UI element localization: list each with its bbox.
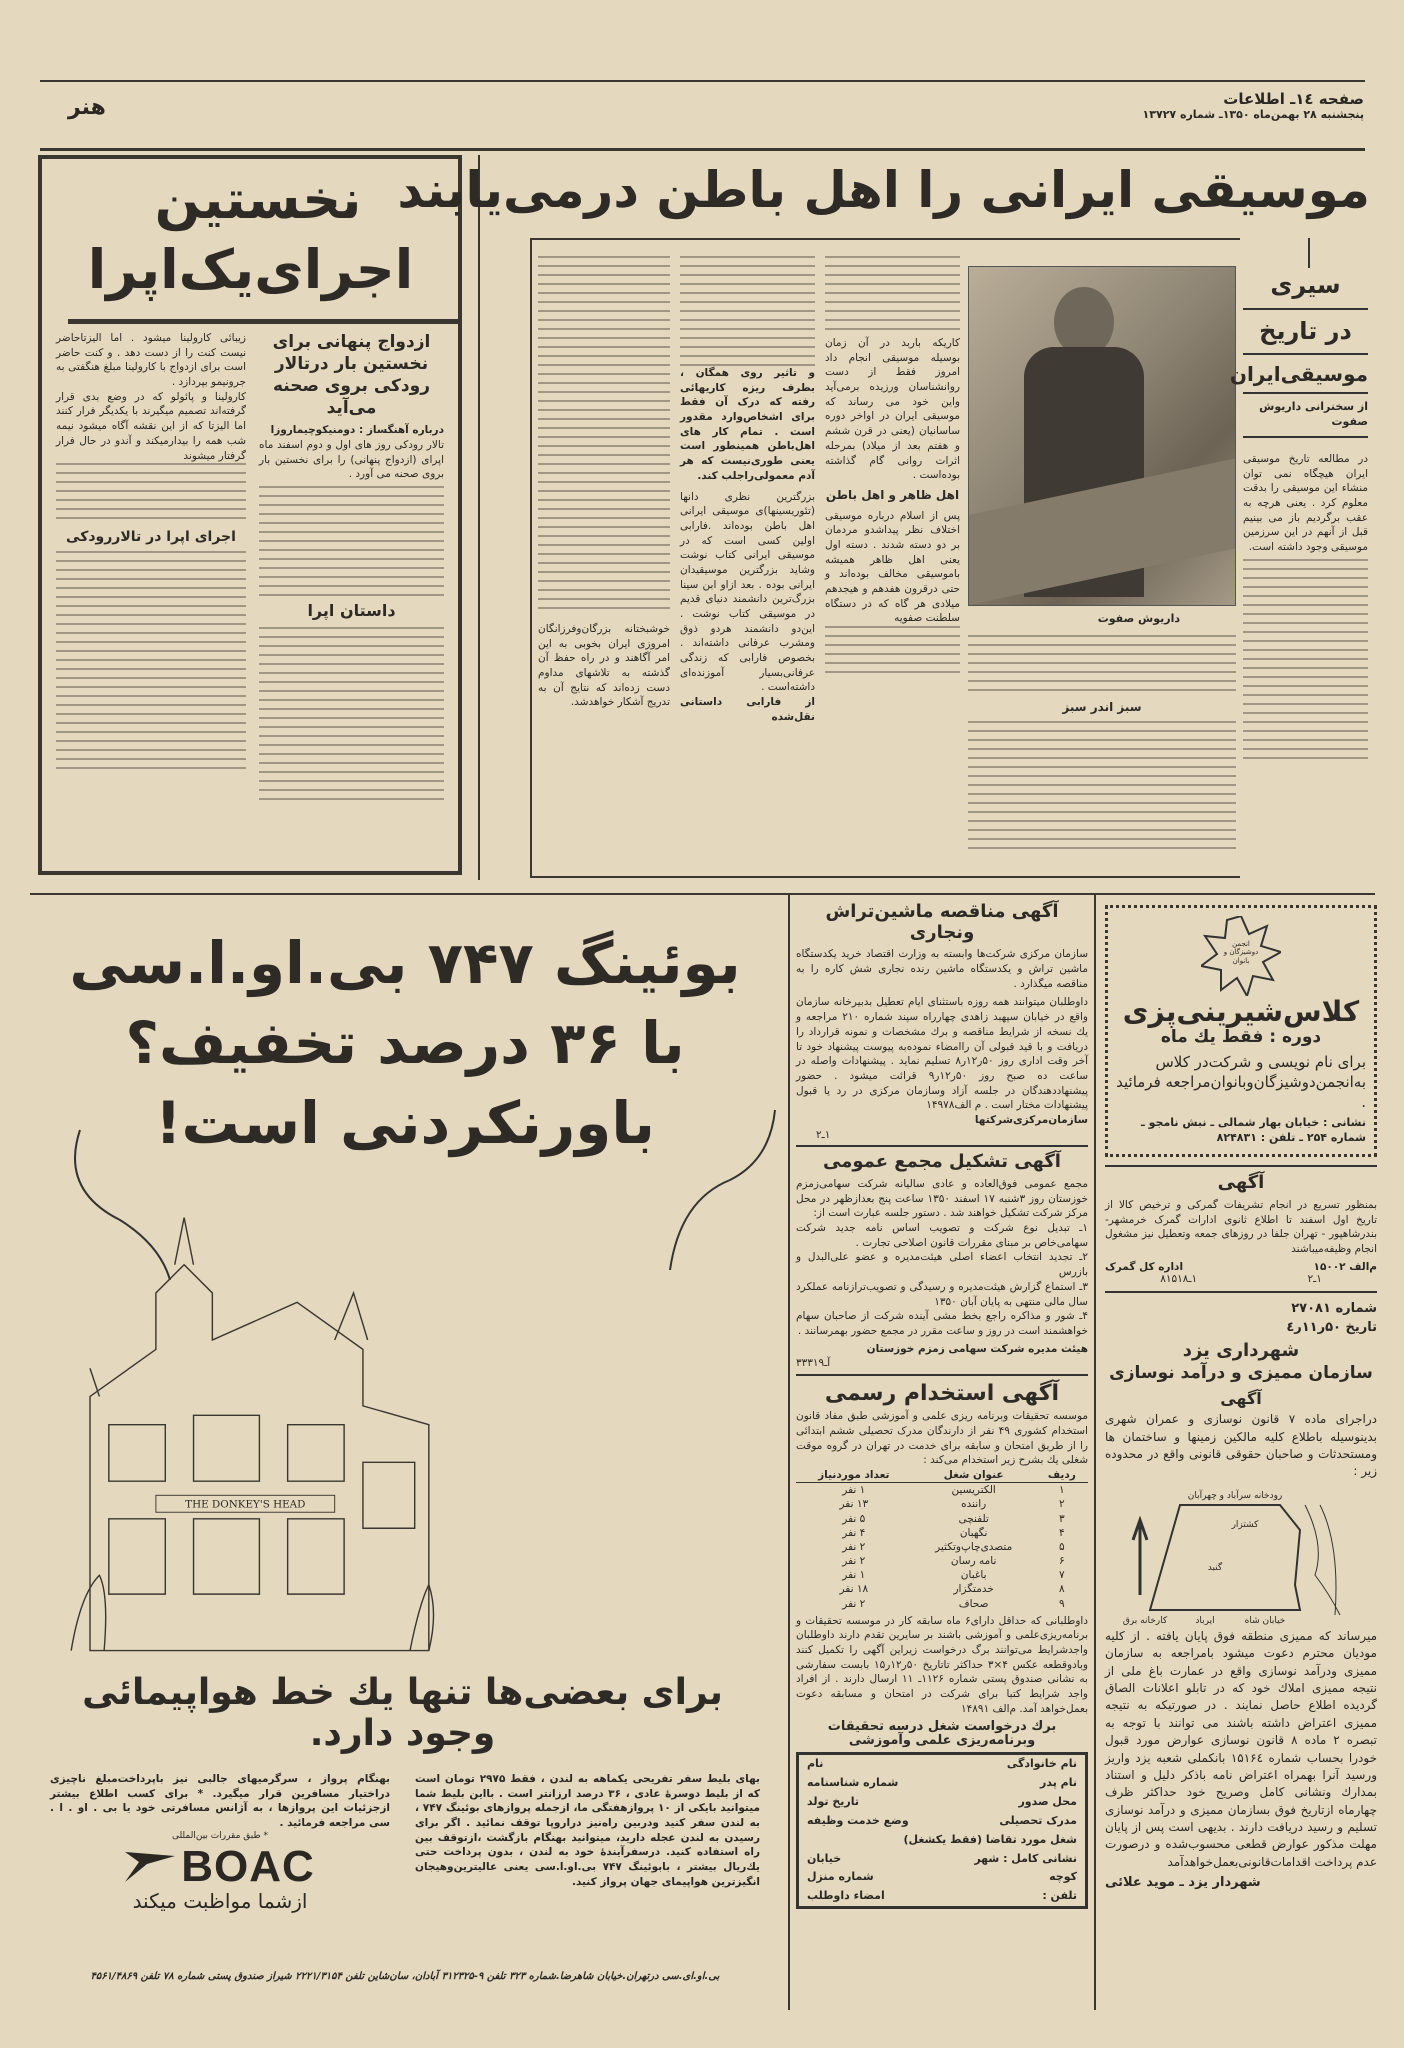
customs-ad bbox=[1105, 1165, 1377, 1292]
form-field-label: تاریخ تولد bbox=[807, 1795, 859, 1809]
boac-headline-1: بوئینگ ۷۴۷ بی.او.ا.سی bbox=[69, 929, 741, 997]
main-bold-sub: از فارابی داستانی نقل‌شده bbox=[680, 696, 815, 723]
form-field-label: نشانی کامل : شهر bbox=[974, 1851, 1077, 1865]
customs-signature: اداره کل گمرک bbox=[1105, 1260, 1184, 1273]
opera-para-2: کارولینا و پائولو که در وضع بدی قرار گرفته‌اند تصمیم میگیرند با یکدیگر فرار کنند اما الیزتا که از این نقشه آگاه میشود نیمه شب همه را بیدارمیکند و آندو در حال فرار گرفتار میشوند bbox=[56, 390, 246, 462]
opera-rule bbox=[68, 319, 458, 324]
opera-para-3: تالار رودکی روز های اول و دوم اسفند ماه اپرای (ازدواج پنهانی) را برای نخستین بار بروی صحنه می آورد . bbox=[259, 439, 444, 481]
main-subhead-2: سبز اندر سبز bbox=[1062, 700, 1142, 714]
column-rule bbox=[478, 155, 480, 880]
form-field-label: نام خانوادگی bbox=[1006, 1757, 1077, 1771]
sidebar-title-3: موسیقی‌ایران bbox=[1229, 362, 1368, 387]
photo-caption: داریوش صفوت bbox=[1097, 612, 1180, 625]
yazd-signature: شهردار یزد ـ موید علائی bbox=[1105, 1875, 1261, 1891]
form-field-label: خیابان bbox=[807, 1851, 842, 1865]
table-cell: ۳ bbox=[1059, 1512, 1065, 1525]
table-cell: ۲ bbox=[1059, 1498, 1065, 1511]
table-cell: باغبان bbox=[960, 1569, 987, 1582]
speedbird-icon bbox=[125, 1850, 175, 1884]
opera-deck: ازدواج پنهانی برای نخستین بار درتالار رودکی بروی صحنه می‌آید bbox=[272, 332, 431, 419]
map-label: رودخانه سرآباد و چهرآبان bbox=[1187, 1490, 1283, 1501]
meeting-item: ۱ـ تبدیل نوع شرکت و تصویب اساس نامه جدید شرکت سهامی‌خاص بر مبنای مقررات قانون اصلاحی تجارت . bbox=[796, 1222, 1088, 1249]
form-field-row bbox=[799, 1850, 1085, 1869]
table-row bbox=[796, 1582, 1088, 1596]
main-subhead-1: اهل ظاهر و اهل باطن bbox=[825, 487, 960, 502]
page-label: صفحه ١٤ـ اطلاعات bbox=[1223, 90, 1364, 108]
text-block bbox=[680, 256, 815, 366]
yazd-title: آگهی bbox=[1220, 1388, 1262, 1408]
form-field-row bbox=[799, 1774, 1085, 1793]
tender-code: ۱ـ۲ bbox=[816, 1128, 831, 1141]
table-row bbox=[796, 1497, 1088, 1511]
meeting-intro: مجمع عمومی فوق‌العاده و عادی سالیانه شرکت سهامی‌زمزم خوزستان روز ۳شنبه ۱۷ اسفند ۱۳۵۰ ساعت پنج بعدازظهر در محل مرکز شرکت تشکیل خواهند شد . دستور جلسه عبارت است از: bbox=[796, 1178, 1088, 1220]
meeting-item: ۴ـ شور و مذاکره راجع بخط مشی آینده شرکت از صاحبان سهام خواهشمند است در روز و ساعت مقرر در مجمع حضور بهمرسانند . bbox=[796, 1310, 1088, 1337]
opera-para-1: زیبائی کارولینا میشود . اما الیزتاحاضر نیست کنت را از دست دهد . و کنت حاضر است برای ازدواج با کارولینا مبلغ هنگفتی به جرونیمو بپردازد . bbox=[56, 332, 246, 389]
form-field-row bbox=[799, 1812, 1085, 1831]
text-block bbox=[56, 551, 246, 771]
cooking-address: نشانی : خیابان بهار شمالی ـ نبش نامجو ـ شماره ۲۵۴ ـ تلفن : ۸۲۴۸۳۱ bbox=[1141, 1116, 1366, 1145]
yazd-date: تاریخ ۵۰ر۱۱ر٤ bbox=[1286, 1319, 1377, 1335]
emblem-star bbox=[1201, 916, 1281, 996]
form-field-label: شماره شناسنامه bbox=[807, 1776, 899, 1790]
employment-intro: موسسه تحقیقات وبرنامه ریزی علمی و آموزشی طبق مفاد قانون استخدام کشوری ۴۹ نفر از دارندگان مدرک تحصیلی ششم ابتدائی را از طریق امتحان و سابقه برای خدمت در تهران در گروه موقت شغلی یك بشرح زیر استخدام می‌کند : bbox=[796, 1410, 1088, 1467]
sidebar-title-2: در تاریخ bbox=[1259, 316, 1352, 345]
text-block bbox=[968, 721, 1236, 851]
form-title: برك درخواست شغل درسه تحقیقات وبرنامه‌ریزی علمی وآموزشی bbox=[827, 1718, 1057, 1749]
table-cell: ۱ نفر bbox=[842, 1569, 866, 1582]
meeting-code: آـ۳۳۳۱۹ bbox=[796, 1357, 831, 1370]
table-cell: ۱۸ نفر bbox=[839, 1583, 869, 1596]
boac-slogan: ازشما مواظبت میکند bbox=[132, 1888, 308, 1913]
table-cell: ۶ bbox=[1059, 1555, 1065, 1568]
cooking-duration: دوره : فقط یك ماه bbox=[1160, 1027, 1322, 1048]
form-field-label: محل صدور bbox=[1018, 1795, 1077, 1809]
table-cell: ۴ نفر bbox=[842, 1526, 866, 1539]
customs-title: آگهی bbox=[1217, 1172, 1265, 1194]
form-field-label: مدرک تحصیلی bbox=[999, 1813, 1077, 1827]
meeting-item: ۳ـ استماع گزارش هیئت‌مدیره و رسیدگی و تصویب‌ترازنامه عملکرد سال مالی منتهی به پایان آبان ۱۳۵۰ bbox=[796, 1280, 1088, 1308]
map-label: گنبد bbox=[1207, 1562, 1223, 1573]
table-cell: ۴ bbox=[1059, 1526, 1065, 1539]
customs-ref: م‌الف ۱۵۰۰۲ bbox=[1313, 1260, 1377, 1273]
table-cell: نامه رسان bbox=[950, 1555, 997, 1568]
table-cell: راننده bbox=[961, 1498, 987, 1511]
yazd-org: شهرداری یزد bbox=[1182, 1339, 1300, 1361]
form-field-label: تلفن : bbox=[1042, 1889, 1077, 1903]
boac-body-right: بهای بلیط سفر تفریحی یکماهه به لندن ، فقط ۲۹۷۵ تومان است که از بلیط دوسرهٔ عادی ، ۳۶ درصد ارزانتر است . بااین بلیط شما میتوانید بایکی از ۱۰ پروازهفتگی ما، ازجمله پروازهای بوئینگ ۷۴۷ ، به لندن سفر کنید ودربین راه‌نیز دراروپا توقف نمائید . اگر برای رسیدن به لندن عجله دارید، میتوانید بهنگام بازگشت ،ازتوقف بین راه استفاده کنید. درسفرآیندهٔ خود به لندن ، بدون پرداخت حتی یك‌ریال بیشتر ، بابوئینگ ۷۴۷ بی.او.ا.سی یعنی عالیترین‌وهیجان انگیزترین هواپیمای جهان پرواز کنید. bbox=[415, 1773, 760, 1888]
table-cell: ۸ bbox=[1059, 1583, 1065, 1596]
map-label: کارخانه برق bbox=[1122, 1615, 1168, 1625]
table-cell: ۵ bbox=[1059, 1540, 1065, 1553]
form-field-label: شغل مورد تقاضا (فقط یکشغل) bbox=[903, 1832, 1077, 1846]
table-cell: ۱ bbox=[1059, 1484, 1065, 1497]
text-block bbox=[825, 256, 960, 336]
right-column bbox=[1105, 905, 1377, 1890]
map-label: ایرباد bbox=[1195, 1615, 1215, 1625]
yazd-p1: دراجرای ماده ۷ قانون نوسازی و عمران شهری بدینوسیله باطلاع کلیه مالکین زمینها و ساختمان ها ومستحدثات و صاحبان حقوقی قانونی واقع در محدوده زیر : bbox=[1105, 1412, 1377, 1479]
table-cell: ۱ نفر bbox=[842, 1484, 866, 1497]
form-field-label: نام bbox=[807, 1757, 824, 1771]
boac-headline-2: با ۳۶ درصد تخفیف؟ bbox=[125, 1009, 685, 1077]
yazd-p2: میرساند که ممیزی منطقه فوق پایان یافته . از کلیه مودیان محترم دعوت میشود بامراجعه به سازمان ممیزی ودرآمد نوسازی واقع در عمارت باغ ملی از نتیجه ممیزی املاك خود که در تابلو اعلانات الصاق گردیده اطلاع حاصل نمایند . در صورتیکه به نتیجه ممیزی اعتراض داشته باشند می توانند با توجه به تبصره ۲ ماده ۸ قانون نوسازی عوارض مورد قبول خودرا بحساب شماره ۱۵۱۶٤ بانکملی شعبه یزد واریز ورسید آنرا بهمراه اعتراض نامه باذکر دلیل و استناد بمدارك ونشانی کامل وصریح خود حداکثر ظرف چهارماه ازتاریخ فوق بسازمان ممیزی و درآمد نوسازی تسلیم و رسید دریافت دارند . بدیهی است پس از پایان مهلت مذکور عوارض قطعی محسوب‌شده و درصورت عدم پرداخت اقدامات‌قانونی‌بعمل‌خواهدآمد bbox=[1105, 1628, 1377, 1869]
table-row bbox=[796, 1540, 1088, 1554]
table-cell: ۹ bbox=[1059, 1597, 1065, 1610]
text-block bbox=[56, 463, 246, 523]
map-label: کشتزار bbox=[1231, 1519, 1259, 1530]
tender-signature: سازمان‌مرکزی‌شرکتها bbox=[974, 1113, 1088, 1126]
form-field-label: وضع خدمت وظیفه bbox=[807, 1813, 909, 1827]
table-cell: ۲ نفر bbox=[842, 1540, 866, 1553]
table-row bbox=[796, 1568, 1088, 1582]
opera-subhead-story: داستان اپرا bbox=[307, 601, 396, 621]
yazd-municipality-ad bbox=[1105, 1301, 1377, 1891]
table-cell: ۷ bbox=[1059, 1569, 1065, 1582]
employment-ad bbox=[796, 1381, 1088, 1909]
table-cell: ۱۳ نفر bbox=[839, 1498, 869, 1511]
main-headline: موسیقی ایرانی را اهل باطن درمی‌یابند bbox=[397, 161, 1370, 219]
opera-headline-1: نخستین bbox=[154, 168, 362, 231]
text-block bbox=[259, 486, 444, 596]
employment-outro: داوطلبانی که حداقل دارای۶ ماه سابقه کار در موسسه تحقیقات و برنامه‌ریزی‌علمی و آموزشی باشند بر سایرین تقدم دارند داوطلبان واجدشرایط می‌توانند برگ درخواست زیراین آگهی را تکمیل کنند وبادوقطعه عکس ۴×۳ حداکثر تاتاریخ ۵۰ر۱۲ر۱۵ بابست سفارشی به نشانی صندوق پستی شماره ۱۱۲۶ـ ۱۱ ارسال دارند . از افراد واجد شرایط کتبا برای شرکت در امتحان و مسابقه دعوت بعمل‌خواهد آمد. م‌الف ۱۴۸۹۱ bbox=[796, 1614, 1088, 1715]
sidebar-title-1: سیری bbox=[1270, 271, 1341, 299]
form-field-label: نام پدر bbox=[1040, 1776, 1077, 1790]
application-form bbox=[796, 1752, 1088, 1909]
general-meeting-ad bbox=[796, 1152, 1088, 1376]
table-cell: صحاف bbox=[958, 1597, 989, 1610]
text-block bbox=[538, 256, 670, 616]
opera-composer: درباره آهنگساز : دومنیکوچیماروزا bbox=[270, 424, 444, 437]
byline: از سخنرانی داریوش صفوت bbox=[1259, 400, 1368, 429]
tender-p2: داوطلبان میتوانند همه روزه باستثنای ایام تعطیل بدبیرخانه سازمان واقع در خیابان سپهبد زاهدی چهارراه سپند شماره ۲۱۰ مراجعه و یك نسخه از شرایط مناقصه و برك مشخصات و نمونه قرارداد را دریافت و با قید قبولی آن راامضاء نموده‌به پیوست پیشنهاد خود تا آخر وقت اداری روز ۵۰ر۱۲ر۸ تسلیم نماید . پیشنهادات واصله در ساعت ده صبح روز ۵۰ر۱۲ر۹ قرائت میشود . حضور پیشنهاددهندگان در جلسه آزاد وسازمان مرکزی در رد یا قبول پیشنهادات مختار است . م الف۱۴۹۷۸ bbox=[796, 996, 1088, 1112]
main-bold-para: و تاثیر روی همگان ، بطرف ریزه کاریهائی رفته که درک آن فقط برای اشخاص‌وارد مقدور است . تمام کار های اهل‌باطن همینطور است یعنی طوری‌نیست که هر آدم معمولی‌راجلب کند. bbox=[680, 367, 815, 482]
form-field-row bbox=[799, 1755, 1085, 1774]
form-field-row bbox=[799, 1887, 1085, 1906]
employment-title: آگهی استخدام رسمی bbox=[824, 1380, 1060, 1406]
tender-title: آگهی مناقصه ماشین‌تراش ونجاری bbox=[825, 901, 1059, 943]
table-row bbox=[796, 1483, 1088, 1498]
yazd-number: شماره ۲۷۰۸۱ bbox=[1291, 1300, 1377, 1316]
map-label: خیابان شاه bbox=[1244, 1615, 1286, 1625]
form-field-row bbox=[799, 1793, 1085, 1812]
district-map bbox=[1105, 1485, 1377, 1625]
cooking-class-ad bbox=[1105, 905, 1377, 1157]
music-history-sidebar bbox=[1229, 238, 1368, 759]
photo-darioush-safvat bbox=[968, 266, 1236, 606]
main-para-4: خوشبختانه بزرگان‌وفرزانگان امروزی ایران بخوبی به این امر آگاهند و در راه حفظ آن گذشته به تلاشهای مداوم دست زده‌اند که نتایج آن به تدریج آشکار خواهدشد. bbox=[538, 623, 670, 709]
opera-article bbox=[38, 155, 462, 875]
form-field-label: امضاء داوطلب bbox=[807, 1889, 885, 1903]
middle-column bbox=[796, 902, 1088, 1909]
customs-body: بمنظور تسریع در انجام تشریفات گمرکی و ترخیص کالا از تاریخ اول اسفند تا اطلاع ثانوی ادارات گمرک خرمشهر- بندرشاهپور - تهران جلفا در روزهای جمعه وتعطیل نیز مشغول انجام وظیفه‌میباشند bbox=[1105, 1198, 1377, 1255]
boac-logo bbox=[50, 1841, 390, 1891]
form-field-row bbox=[799, 1831, 1085, 1850]
boac-tagline: برای بعضی‌ها تنها یك خط هواپیمائی وجود دارد. bbox=[82, 1672, 723, 1755]
text-block bbox=[259, 627, 444, 807]
col-header: عنوان شغل bbox=[912, 1468, 1036, 1483]
meeting-item: ۲ـ تجدید انتخاب اعضاء اصلی هیئت‌مدیره و عضو علی‌البدل و بازرس bbox=[796, 1251, 1088, 1279]
boac-ad bbox=[30, 900, 780, 2010]
pub-sign: THE DONKEY'S HEAD bbox=[185, 1498, 306, 1511]
boac-footnote: * طبق مقررات بین‌المللی bbox=[171, 1830, 269, 1841]
date-line: پنجشنبه ۲۸ بهمن‌ماه ۱۳۵۰ـ شماره ۱۳۷۲۷ bbox=[1142, 108, 1364, 121]
table-row bbox=[796, 1597, 1088, 1611]
tender-p1: سازمان مرکزی شرکت‌ها وابسته به وزارت اقتصاد خرید یکدستگاه ماشین تراش و یکدستگاه ماشین رنده نجاری شش کاره را به مناقصه میگذارد . bbox=[796, 948, 1088, 990]
yazd-dept: سازمان ممیزی و درآمد نوسازی bbox=[1109, 1363, 1373, 1384]
customs-code: ۱ـ۲ bbox=[1307, 1272, 1322, 1285]
table-cell: الکتریسین bbox=[951, 1484, 996, 1497]
main-para-2: پس از اسلام درباره موسیقی اختلاف نظر پیداشدو مردمان بر دو دسته شدند . دسته اول یعنی اهل ظاهر همیشه باموسیقی مخالف بوده‌اند و حتی درقرون هفدهم و هیجدهم میلادی هر گاه که در دستگاه سلطنت صفویه bbox=[825, 509, 960, 625]
section-rule bbox=[30, 893, 1375, 895]
masthead-info bbox=[1143, 90, 1364, 121]
form-field-label: کوچه bbox=[1049, 1870, 1077, 1884]
sidebar-rule bbox=[1308, 238, 1310, 268]
text-block bbox=[825, 626, 960, 676]
table-row bbox=[796, 1554, 1088, 1568]
column-rule bbox=[788, 895, 790, 2010]
table-cell: ۲ نفر bbox=[842, 1597, 866, 1610]
sidebar-intro: در مطالعه تاریخ موسیقی ایران هیچگاه نمی توان منشاء این موسیقی را بدقت معلوم کرد . یعنی هرچه به عقب برگردیم باز می بینیم قبل از آنهم در این سرزمین موسیقی وجود داشته است. bbox=[1243, 452, 1368, 553]
table-cell: تلفنچی bbox=[958, 1512, 989, 1525]
main-para-1: کاریکه باربد در آن زمان بوسیله موسیقی انجام داد امروز فقط از دست روانشناسان ورزیده برمی‌آید واین خود می رساند که موسیقی ایران در اواخر دوره ساسانیان (یعنی در قرن ششم و هفتم بعد از میلاد) بمرحله اثرات روانی گام گذاشته بوده‌است . bbox=[825, 337, 960, 482]
emblem-text: انجمن دوشیزگان و بانوان bbox=[1223, 940, 1259, 965]
table-row bbox=[796, 1512, 1088, 1526]
boac-body-left: بهنگام پرواز ، سرگرمیهای جالبی نیز باپرداخت‌مبلغ ناچیزی دراختیار مسافرین قرار میگیرد. * برای کسب اطلاع بیشتر ازجزئیات این پروازها ، به آژانس مسافرتی خود یا بی . او . ا . سی مراجعه فرمائید . bbox=[50, 1773, 390, 1830]
main-article-box bbox=[530, 238, 1240, 878]
boac-logo-text: BOAC bbox=[181, 1841, 315, 1891]
table-cell: نگهبان bbox=[959, 1526, 988, 1539]
jobs-table bbox=[796, 1468, 1088, 1611]
table-cell: خدمتگزار bbox=[953, 1583, 994, 1596]
text-block bbox=[1243, 559, 1368, 759]
form-field-label: شماره منزل bbox=[807, 1870, 874, 1884]
cooking-body: برای نام نویسی و شرکت‌در کلاس به‌انجمن‌دوشیزگان‌وبانوان‌مراجعه فرمائید . bbox=[1116, 1052, 1366, 1112]
customs-code: ۱ـ۸۱۵۱۸ bbox=[1160, 1272, 1198, 1285]
tender-ad bbox=[796, 902, 1088, 1147]
table-cell: متصدی‌چاپ‌وتکثیر bbox=[935, 1540, 1013, 1553]
form-field-row bbox=[799, 1868, 1085, 1887]
opera-headline-2: اجرای‌یک‌اپرا bbox=[87, 238, 414, 301]
table-cell: ۲ نفر bbox=[842, 1555, 866, 1568]
table-row bbox=[796, 1526, 1088, 1540]
section-name: هنر bbox=[68, 95, 106, 120]
column-rule bbox=[1094, 895, 1096, 2010]
masthead-rule bbox=[40, 148, 1365, 151]
top-rule bbox=[40, 80, 1365, 82]
col-header: تعداد موردنیاز bbox=[796, 1468, 912, 1483]
opera-subhead-performance: اجرای اپرا در تالاررودکی bbox=[66, 529, 236, 546]
main-para-3: بزرگترین نظری دانها (تئوریسینها)ی موسیقی ایرانی اهل باطن بوده‌اند .فارابی اولین کسی است که در موسیقی ایرانی کتاب نوشت وشاید بزرگترین موسیقیدان ایرانی بوده . بعد ازاو ابن سینا بزرگ‌ترین دانشمند دنیای قدیم در موسیقی کتاب نوشت . این‌دو دانشمند هردو ذوق ومشرب عرفانی داشته‌اند . بخصوص فارابی که زندگی عرفانی‌بسیار آموزنده‌ای داشته‌است . bbox=[680, 490, 815, 694]
boac-headline-3: باورنکردنی است! bbox=[155, 1089, 655, 1157]
meeting-signature: هیئت مدیره شرکت سهامی زمزم خوزستان bbox=[866, 1342, 1088, 1355]
text-block bbox=[968, 635, 1236, 695]
cooking-title: کلاس‌شیرینی‌پزی bbox=[1122, 995, 1360, 1028]
col-header: ردیف bbox=[1036, 1468, 1088, 1483]
pub-building-illustration bbox=[40, 1180, 460, 1660]
boac-address: بی.او.ای.سی درتهران.خیابان شاهرضا.شماره ۳۲۳ تلفن ۹-۳۱۲۳۲۵ آبادان، سان‌شاین تلفن ۲۲۲۱/۳۱۵۴ شیراز صندوق پستی شماره ۷۸ تلفن ۴۵۶۱/۴۸۶۹ bbox=[90, 1971, 720, 1982]
table-cell: ۵ نفر bbox=[842, 1512, 866, 1525]
meeting-title: آگهی تشکیل مجمع عمومی bbox=[823, 1151, 1061, 1173]
